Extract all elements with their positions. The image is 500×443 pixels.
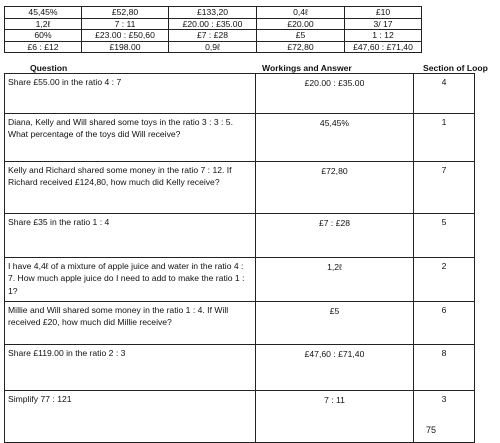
workings-header: Workings and Answer <box>262 63 352 73</box>
question-cell: Share £119.00 in the ratio 2 : 3 <box>5 345 256 391</box>
question-cell: Millie and Will shared some money in the ratio 1 : 4. If Will received £20, how much did Millie receive? <box>5 302 256 345</box>
grid-cell: 0,4ℓ <box>257 7 345 19</box>
grid-row <box>5 18 422 30</box>
grid-row <box>5 7 422 19</box>
section-cell: 7 <box>414 162 475 214</box>
question-cell: I have 4,4ℓ of a mixture of apple juice and water in the ratio 4 : 7. How much apple juice do I need to add to make the ratio 1 : 1? <box>5 258 256 302</box>
grid-cell: 1,2ℓ <box>5 18 82 30</box>
answer-cell: £47,60 : £71,40 <box>256 345 414 391</box>
grid-cell: 1 : 12 <box>345 30 422 42</box>
table-row <box>5 345 475 391</box>
section-header: Section of Loop <box>423 63 488 73</box>
grid-cell: £72,80 <box>257 41 345 53</box>
answer-cell: 7 : 11 <box>256 391 414 443</box>
grid-cell: 0,9ℓ <box>169 41 257 53</box>
question-cell: Share £55.00 in the ratio 4 : 7 <box>5 74 256 114</box>
section-cell: 6 <box>414 302 475 345</box>
table-row <box>5 258 475 302</box>
grid-cell: £20.00 : £35.00 <box>169 18 257 30</box>
table-row <box>5 391 475 443</box>
grid-cell: £5 <box>257 30 345 42</box>
grid-cell: £47,60 : £71,40 <box>345 41 422 53</box>
grid-cell: £6 : £12 <box>5 41 82 53</box>
table-row <box>5 162 475 214</box>
grid-cell: £198.00 <box>82 41 169 53</box>
grid-cell: £23.00 : £50,60 <box>82 30 169 42</box>
section-cell: 2 <box>414 258 475 302</box>
grid-cell: 45,45% <box>5 7 82 19</box>
answer-cell: 1,2ℓ <box>256 258 414 302</box>
answer-cell: 45,45% <box>256 114 414 162</box>
grid-cell: £52,80 <box>82 7 169 19</box>
answer-cell: £72,80 <box>256 162 414 214</box>
grid-row <box>5 41 422 53</box>
page-number: 75 <box>426 425 437 435</box>
grid-cell: 7 : 11 <box>82 18 169 30</box>
grid-cell: 3/ 17 <box>345 18 422 30</box>
table-row <box>5 302 475 345</box>
table-row <box>5 114 475 162</box>
grid-cell: £133,20 <box>169 7 257 19</box>
grid-cell: 60% <box>5 30 82 42</box>
answer-grid <box>4 6 422 53</box>
answer-cell: £7 : £28 <box>256 214 414 258</box>
section-cell: 3 <box>414 391 475 443</box>
question-table <box>4 73 475 443</box>
section-cell: 8 <box>414 345 475 391</box>
section-cell: 1 <box>414 114 475 162</box>
question-header: Question <box>30 63 68 73</box>
question-cell: Simplify 77 : 121 <box>5 391 256 443</box>
grid-cell: £10 <box>345 7 422 19</box>
grid-cell: £20.00 <box>257 18 345 30</box>
grid-cell: £7 : £28 <box>169 30 257 42</box>
question-cell: Share £35 in the ratio 1 : 4 <box>5 214 256 258</box>
section-cell: 4 <box>414 74 475 114</box>
table-row <box>5 74 475 114</box>
section-cell: 5 <box>414 214 475 258</box>
table-row <box>5 214 475 258</box>
grid-row <box>5 30 422 42</box>
question-cell: Diana, Kelly and Will shared some toys in the ratio 3 : 3 : 5. What percentage of the toys did Will receive? <box>5 114 256 162</box>
answer-cell: £5 <box>256 302 414 345</box>
answer-cell: £20.00 : £35.00 <box>256 74 414 114</box>
question-cell: Kelly and Richard shared some money in the ratio 7 : 12. If Richard received £124,80, how much did Kelly receive? <box>5 162 256 214</box>
